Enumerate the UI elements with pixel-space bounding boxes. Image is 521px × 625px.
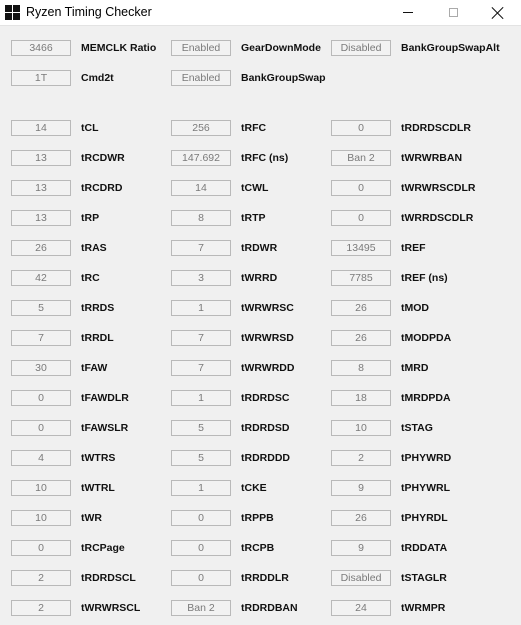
twrrd-field: 3 <box>171 270 231 286</box>
twrmpr-field: 24 <box>331 600 391 616</box>
trdrdsc-label: tRDRDSC <box>241 392 290 404</box>
tfaw-label: tFAW <box>81 362 108 374</box>
tcl-label: tCL <box>81 122 99 134</box>
trfc-ns-field: 147.692 <box>171 150 231 166</box>
trtp-label: tRTP <box>241 212 266 224</box>
tfawslr-field: 0 <box>11 420 71 436</box>
trcpage-label: tRCPage <box>81 542 125 554</box>
tphyrdl-label: tPHYRDL <box>401 512 448 524</box>
trrds-label: tRRDS <box>81 302 115 314</box>
tmrd-label: tMRD <box>401 362 429 374</box>
twrrdscdlr-field: 0 <box>331 210 391 226</box>
twrwrsd-label: tWRWRSD <box>241 332 294 344</box>
tras-field: 26 <box>11 240 71 256</box>
twrmpr-label: tWRMPR <box>401 602 446 614</box>
trdrdsc-field: 1 <box>171 390 231 406</box>
trddata-field: 9 <box>331 540 391 556</box>
trc-label: tRC <box>81 272 100 284</box>
geardownmode-label: GearDownMode <box>241 42 321 54</box>
tcke-label: tCKE <box>241 482 267 494</box>
tmrdpda-field: 18 <box>331 390 391 406</box>
tmodpda-label: tMODPDA <box>401 332 452 344</box>
tref-label: tREF <box>401 242 426 254</box>
app-icon <box>5 5 20 20</box>
maximize-button[interactable] <box>430 0 476 25</box>
trcdwr-label: tRCDWR <box>81 152 125 164</box>
trdrdscdlr-label: tRDRDSCDLR <box>401 122 471 134</box>
tfawslr-label: tFAWSLR <box>81 422 129 434</box>
tmod-label: tMOD <box>401 302 429 314</box>
trp-field: 13 <box>11 210 71 226</box>
trtp-field: 8 <box>171 210 231 226</box>
memclk-ratio-field: 3466 <box>11 40 71 56</box>
trppb-label: tRPPB <box>241 512 274 524</box>
tref-ns-label: tREF (ns) <box>401 272 448 284</box>
tphywrl-field: 9 <box>331 480 391 496</box>
twrwrsd-field: 7 <box>171 330 231 346</box>
tfaw-field: 30 <box>11 360 71 376</box>
trfc-field: 256 <box>171 120 231 136</box>
twtrs-label: tWTRS <box>81 452 116 464</box>
trdrdban-label: tRDRDBAN <box>241 602 298 614</box>
trcpage-field: 0 <box>11 540 71 556</box>
trcpb-label: tRCPB <box>241 542 275 554</box>
twrrdscdlr-label: tWRRDSCDLR <box>401 212 474 224</box>
trdrdscl-field: 2 <box>11 570 71 586</box>
trfc-ns-label: tRFC (ns) <box>241 152 289 164</box>
tstaglr-field: Disabled <box>331 570 391 586</box>
twtrl-label: tWTRL <box>81 482 115 494</box>
tcwl-field: 14 <box>171 180 231 196</box>
trdrdscl-label: tRDRDSCL <box>81 572 136 584</box>
tphywrd-field: 2 <box>331 450 391 466</box>
close-button[interactable] <box>475 0 521 25</box>
trdwr-label: tRDWR <box>241 242 278 254</box>
memclk-ratio-label: MEMCLK Ratio <box>81 42 157 54</box>
bankgroupswapalt-label: BankGroupSwapAlt <box>401 42 500 54</box>
geardownmode-field: Enabled <box>171 40 231 56</box>
tfawdlr-field: 0 <box>11 390 71 406</box>
tphyrdl-field: 26 <box>331 510 391 526</box>
bankgroupswap-label: BankGroupSwap <box>241 72 326 84</box>
close-icon <box>492 7 504 19</box>
twrwrban-label: tWRWRBAN <box>401 152 463 164</box>
tcl-field: 14 <box>11 120 71 136</box>
twrwrscl-label: tWRWRSCL <box>81 602 141 614</box>
trrddlr-field: 0 <box>171 570 231 586</box>
bankgroupswapalt-field: Disabled <box>331 40 391 56</box>
twr-field: 10 <box>11 510 71 526</box>
trcdrd-field: 13 <box>11 180 71 196</box>
twrwrscdlr-label: tWRWRSCDLR <box>401 182 476 194</box>
trfc-label: tRFC <box>241 122 267 134</box>
tcwl-label: tCWL <box>241 182 269 194</box>
trcpb-field: 0 <box>171 540 231 556</box>
tstaglr-label: tSTAGLR <box>401 572 447 584</box>
tref-field: 13495 <box>331 240 391 256</box>
title-bar <box>0 0 521 26</box>
minimize-icon <box>403 12 413 13</box>
trrddlr-label: tRRDDLR <box>241 572 289 584</box>
tstag-field: 10 <box>331 420 391 436</box>
trrdl-label: tRRDL <box>81 332 114 344</box>
twrrd-label: tWRRD <box>241 272 278 284</box>
tref-ns-field: 7785 <box>331 270 391 286</box>
tmrdpda-label: tMRDPDA <box>401 392 451 404</box>
twrwrdd-field: 7 <box>171 360 231 376</box>
tfawdlr-label: tFAWDLR <box>81 392 129 404</box>
cmd2t-field: 1T <box>11 70 71 86</box>
tphywrl-label: tPHYWRL <box>401 482 450 494</box>
twrwrsc-field: 1 <box>171 300 231 316</box>
trdrdban-field: Ban 2 <box>171 600 231 616</box>
twrwrscdlr-field: 0 <box>331 180 391 196</box>
minimize-button[interactable] <box>385 0 431 25</box>
trdrddd-field: 5 <box>171 450 231 466</box>
trppb-field: 0 <box>171 510 231 526</box>
bankgroupswap-field: Enabled <box>171 70 231 86</box>
trddata-label: tRDDATA <box>401 542 448 554</box>
trdrdsd-field: 5 <box>171 420 231 436</box>
trp-label: tRP <box>81 212 100 224</box>
trrdl-field: 7 <box>11 330 71 346</box>
trcdwr-field: 13 <box>11 150 71 166</box>
trcdrd-label: tRCDRD <box>81 182 123 194</box>
tras-label: tRAS <box>81 242 107 254</box>
tmod-field: 26 <box>331 300 391 316</box>
trdrdsd-label: tRDRDSD <box>241 422 290 434</box>
twtrs-field: 4 <box>11 450 71 466</box>
twrwrdd-label: tWRWRDD <box>241 362 295 374</box>
trdwr-field: 7 <box>171 240 231 256</box>
trc-field: 42 <box>11 270 71 286</box>
twtrl-field: 10 <box>11 480 71 496</box>
trrds-field: 5 <box>11 300 71 316</box>
cmd2t-label: Cmd2t <box>81 72 114 84</box>
trdrddd-label: tRDRDDD <box>241 452 290 464</box>
twr-label: tWR <box>81 512 102 524</box>
timings-panel <box>0 26 521 625</box>
twrwrban-field: Ban 2 <box>331 150 391 166</box>
tphywrd-label: tPHYWRD <box>401 452 452 464</box>
tmrd-field: 8 <box>331 360 391 376</box>
twrwrscl-field: 2 <box>11 600 71 616</box>
tcke-field: 1 <box>171 480 231 496</box>
tstag-label: tSTAG <box>401 422 433 434</box>
window-title: Ryzen Timing Checker <box>26 5 152 19</box>
twrwrsc-label: tWRWRSC <box>241 302 294 314</box>
tmodpda-field: 26 <box>331 330 391 346</box>
maximize-icon <box>449 8 458 17</box>
trdrdscdlr-field: 0 <box>331 120 391 136</box>
